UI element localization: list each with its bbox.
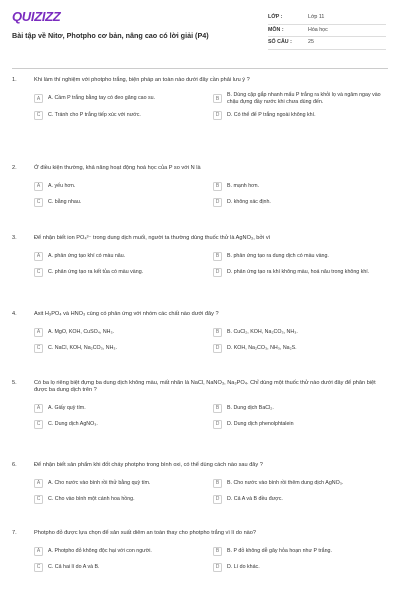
option-text: D. Dung dịch phenolphtalein: [227, 420, 294, 427]
meta-label: LỚP :: [268, 14, 283, 21]
option-letter-box: C: [34, 420, 43, 429]
option-letter-box: B: [213, 404, 222, 413]
option-d[interactable]: [213, 266, 386, 279]
option-b[interactable]: [213, 545, 386, 558]
option-text: A. Giấy quỳ tím.: [48, 404, 86, 411]
option-text: D. Cả A và B đều được.: [227, 496, 283, 503]
option-d[interactable]: [213, 418, 386, 431]
meta-label: SỐ CÂU :: [268, 39, 292, 46]
answer-options: [34, 180, 386, 209]
meta-row-subject: [268, 25, 386, 38]
option-text: A. MgO, KOH, CuSO₄, NH₃.: [48, 329, 115, 336]
option-b[interactable]: [213, 477, 386, 490]
option-text: B. Dùng cặp gắp nhanh mẩu P trắng ra khỏi lọ và ngâm ngay vào chậu đựng đầy nước khi chưa dùng đến.: [227, 92, 381, 105]
question-number: 7.: [12, 530, 17, 536]
option-a[interactable]: [34, 92, 207, 106]
meta-row-grade: [268, 12, 386, 25]
meta-row-count: [268, 37, 386, 50]
option-letter-box: B: [213, 547, 222, 556]
option-c[interactable]: [34, 342, 207, 355]
question-text: Khi làm thí nghiệm với photpho trắng, biện pháp an toàn nào dưới đây cần phải lưu ý ?: [34, 77, 250, 83]
option-text: D. phản ứng tạo ra khí không màu, hoá nâu trong không khí.: [227, 269, 370, 276]
option-a[interactable]: [34, 326, 207, 339]
option-letter-box: C: [34, 268, 43, 277]
option-d[interactable]: [213, 109, 386, 122]
option-letter-box: A: [34, 404, 43, 413]
option-text: C. Dung dịch AgNO₃.: [48, 420, 98, 427]
option-text: C. Tránh cho P trắng tiếp xúc với nước.: [48, 111, 141, 118]
option-letter-box: C: [34, 344, 43, 353]
option-d[interactable]: [213, 561, 386, 574]
option-text: C. bằng nhau.: [48, 199, 82, 206]
question-5: [0, 380, 400, 462]
option-text: A. Cầm P trắng bằng tay có đeo găng cao su.: [48, 95, 156, 102]
option-a[interactable]: [34, 250, 207, 263]
option-letter-box: D: [213, 420, 222, 429]
answer-options: [34, 326, 386, 355]
option-letter-box: B: [213, 182, 222, 191]
quizizz-logo: [12, 10, 60, 24]
question-number: 4.: [12, 311, 17, 317]
option-letter-box: A: [34, 182, 43, 191]
option-text: A. yếu hơn.: [48, 183, 76, 190]
option-letter-box: D: [213, 111, 222, 120]
option-letter-box: A: [34, 94, 43, 103]
option-c[interactable]: [34, 266, 207, 279]
option-letter-box: D: [213, 268, 222, 277]
option-c[interactable]: [34, 109, 207, 122]
question-7: [0, 530, 400, 596]
option-letter-box: D: [213, 344, 222, 353]
worksheet-title: Bài tập về Nitơ, Photpho cơ bản, nâng cao có lời giải (P4): [12, 31, 209, 40]
question-number: 1.: [12, 77, 17, 83]
option-letter-box: B: [213, 328, 222, 337]
question-number: 6.: [12, 462, 17, 468]
option-letter-box: A: [34, 328, 43, 337]
option-c[interactable]: [34, 493, 207, 506]
question-6: [0, 462, 400, 530]
option-text: B. phản ứng tạo ra dung dịch có màu vàng.: [227, 253, 329, 260]
option-letter-box: C: [34, 495, 43, 504]
option-a[interactable]: [34, 477, 207, 490]
option-b[interactable]: [213, 402, 386, 415]
question-text: Photpho đỏ được lựa chọn để sản xuất diêm an toàn thay cho photpho trắng vì lí do nào?: [34, 530, 257, 536]
option-text: D. Lí do khác.: [227, 564, 260, 571]
meta-value: Hóa học: [308, 26, 328, 33]
option-letter-box: D: [213, 495, 222, 504]
meta-label: MÔN :: [268, 26, 284, 33]
worksheet-header: [0, 0, 400, 62]
question-3: [0, 235, 400, 311]
option-text: A. Cho nước vào bình rồi thử bằng quỳ tím.: [48, 480, 151, 487]
option-letter-box: A: [34, 252, 43, 261]
option-d[interactable]: [213, 493, 386, 506]
option-text: A. phản ứng tạo khí có màu nâu.: [48, 253, 126, 260]
option-text: C. Cho vào bình một cánh hoa hồng.: [48, 496, 135, 503]
answer-options: [34, 402, 386, 431]
option-c[interactable]: [34, 196, 207, 209]
option-text: D. KOH, Na₂CO₃, NH₃, Na₂S.: [227, 345, 297, 352]
header-divider: [12, 68, 388, 69]
worksheet-meta: [268, 12, 386, 50]
option-letter-box: A: [34, 479, 43, 488]
question-text: Ở điều kiện thường, khả năng hoạt động hoá học của P so với N là: [34, 165, 201, 171]
option-d[interactable]: [213, 342, 386, 355]
option-letter-box: C: [34, 198, 43, 207]
option-b[interactable]: [213, 92, 386, 106]
option-text: B. P đỏ không dễ gây hỏa hoạn như P trắng.: [227, 548, 332, 555]
option-c[interactable]: [34, 561, 207, 574]
option-b[interactable]: [213, 180, 386, 193]
meta-value: Lớp 11: [308, 14, 325, 21]
option-a[interactable]: [34, 545, 207, 558]
logo-text: QUIZIZZ: [12, 8, 61, 24]
question-1: [0, 77, 400, 165]
option-text: D. Có thể để P trắng ngoài không khí.: [227, 111, 316, 118]
option-d[interactable]: [213, 196, 386, 209]
question-number: 5.: [12, 380, 17, 386]
option-text: C. phản ứng tạo ra kết tủa có màu vàng.: [48, 269, 144, 276]
option-letter-box: B: [213, 252, 222, 261]
option-text: B. Cho nước vào bình rồi thêm dung dịch AgNO₃.: [227, 480, 344, 487]
option-text: B. Dung dịch BaCl₂.: [227, 404, 274, 411]
question-number: 3.: [12, 235, 17, 241]
question-text: Để nhận biết ion PO₄³⁻ trong dung dịch muối, người ta thường dùng thuốc thử là AgNO₃, bởi vì: [34, 235, 271, 241]
option-letter-box: C: [34, 563, 43, 572]
option-letter-box: D: [213, 198, 222, 207]
question-2: [0, 165, 400, 235]
option-a[interactable]: [34, 402, 207, 415]
option-text: C. Cả hai lí do A và B.: [48, 564, 100, 571]
question-text: Axit H₃PO₄ và HNO₃ cùng có phản ứng với nhóm các chất nào dưới đây ?: [34, 311, 219, 317]
option-a[interactable]: [34, 180, 207, 193]
option-letter-box: B: [213, 479, 222, 488]
question-number: 2.: [12, 165, 17, 171]
question-list: [0, 77, 400, 596]
answer-options: [34, 545, 386, 574]
option-text: D. không xác định.: [227, 199, 271, 206]
option-letter-box: A: [34, 547, 43, 556]
option-letter-box: D: [213, 563, 222, 572]
option-b[interactable]: [213, 326, 386, 339]
question-4: [0, 311, 400, 380]
question-text: Để nhận biết sản phẩm khi đốt cháy photpho trong bình oxi, có thể dùng cách nào sau đây ?: [34, 462, 263, 468]
option-letter-box: B: [213, 94, 222, 103]
meta-value: 25: [308, 39, 314, 46]
option-letter-box: C: [34, 111, 43, 120]
option-text: C. NaCl, KOH, Na₂CO₃, NH₃.: [48, 345, 118, 352]
answer-options: [34, 250, 386, 279]
option-b[interactable]: [213, 250, 386, 263]
answer-options: [34, 477, 386, 506]
option-text: B. mạnh hơn.: [227, 183, 260, 190]
option-text: B. CuCl₂, KOH, Na₂CO₃, NH₃.: [227, 329, 298, 336]
answer-options: [34, 92, 386, 122]
option-text: A. Photpho đỏ không độc hại với con người.: [48, 548, 152, 555]
option-c[interactable]: [34, 418, 207, 431]
question-text: Có ba lọ riêng biệt đựng ba dung dịch không màu, mất nhãn là NaCl, NaNO₃, Na₃PO₄. Chỉ dùng một thuốc thử nào dưới đây để phân biệt được ba dung dịch trên ?: [34, 380, 376, 394]
